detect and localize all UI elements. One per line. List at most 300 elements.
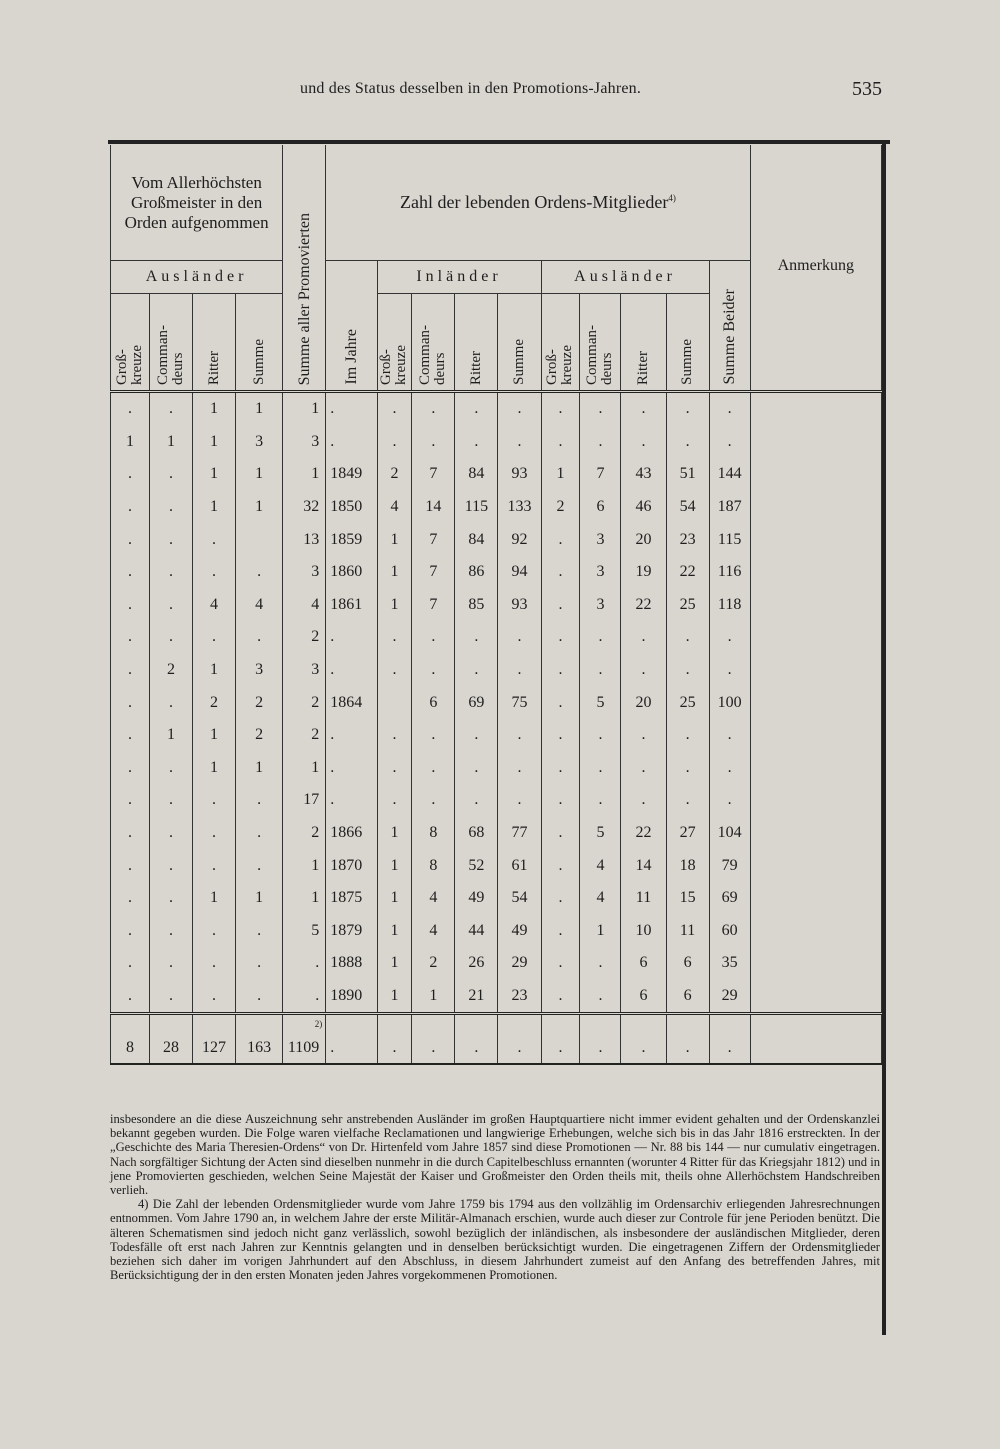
table-cell: 77 bbox=[498, 817, 541, 850]
table-cell: . bbox=[149, 947, 192, 980]
table-cell: . bbox=[283, 947, 326, 980]
table-cell: . bbox=[377, 1033, 412, 1064]
table-row bbox=[111, 719, 882, 752]
table-cell: 2 bbox=[283, 719, 326, 752]
table-cell: 14 bbox=[621, 849, 666, 882]
table-cell: 2 bbox=[377, 458, 412, 491]
separator-cell bbox=[236, 1014, 283, 1034]
sub-ausl-summe: Summe bbox=[666, 294, 709, 392]
table-row bbox=[111, 426, 882, 459]
table-cell: . bbox=[111, 458, 150, 491]
table-cell: . bbox=[326, 784, 377, 817]
anmerkung-cell bbox=[750, 882, 881, 915]
separator-cell bbox=[750, 1014, 881, 1034]
table-cell: 54 bbox=[498, 882, 541, 915]
table-cell: 1 bbox=[236, 458, 283, 491]
table-cell: . bbox=[149, 849, 192, 882]
table-cell: . bbox=[666, 1033, 709, 1064]
table-cell: 44 bbox=[455, 915, 498, 948]
table-cell: . bbox=[709, 784, 750, 817]
sub-commandeurs: Comman- deurs bbox=[149, 294, 192, 392]
table-cell: . bbox=[149, 752, 192, 785]
table-cell: 6 bbox=[666, 947, 709, 980]
table-cell: . bbox=[541, 719, 580, 752]
table-cell: 3 bbox=[236, 426, 283, 459]
table-cell: . bbox=[709, 719, 750, 752]
table-cell: . bbox=[621, 392, 666, 426]
table-cell: 11 bbox=[621, 882, 666, 915]
table-cell: . bbox=[580, 621, 621, 654]
table-cell: . bbox=[111, 392, 150, 426]
table-cell: 1866 bbox=[326, 817, 377, 850]
table-cell: 4 bbox=[193, 589, 236, 622]
table-cell: . bbox=[541, 589, 580, 622]
table-cell: 21 bbox=[455, 980, 498, 1014]
table-cell: . bbox=[541, 947, 580, 980]
table-row bbox=[111, 523, 882, 556]
header-im-jahre: Im Jahre bbox=[326, 261, 377, 392]
separator-cell bbox=[326, 1014, 377, 1034]
table-cell: 1 bbox=[377, 523, 412, 556]
table-cell: 6 bbox=[621, 947, 666, 980]
table-cell: 1 bbox=[193, 392, 236, 426]
table-cell: 7 bbox=[412, 556, 455, 589]
table-cell: 1 bbox=[236, 392, 283, 426]
table-cell: . bbox=[541, 1033, 580, 1064]
table-cell: . bbox=[498, 784, 541, 817]
sub-inl-ritter: Ritter bbox=[455, 294, 498, 392]
table-cell: 92 bbox=[498, 523, 541, 556]
table-cell: 1890 bbox=[326, 980, 377, 1014]
table-cell: 1 bbox=[193, 719, 236, 752]
table-cell: . bbox=[498, 654, 541, 687]
table-cell: . bbox=[193, 947, 236, 980]
table-cell: 100 bbox=[709, 686, 750, 719]
table-cell: . bbox=[149, 523, 192, 556]
table-cell: . bbox=[326, 392, 377, 426]
table-cell: . bbox=[193, 980, 236, 1014]
table-cell: 85 bbox=[455, 589, 498, 622]
header-left-title: Vom Allerhöchsten Großmeister in den Orden aufgenommen bbox=[111, 145, 283, 261]
table-cell: 1 bbox=[377, 947, 412, 980]
table-cell: 1 bbox=[236, 882, 283, 915]
table-cell: 46 bbox=[621, 491, 666, 524]
table-cell: . bbox=[498, 752, 541, 785]
separator-cell bbox=[541, 1014, 580, 1034]
table-cell: 61 bbox=[498, 849, 541, 882]
footnote-4: 4) Die Zahl der lebenden Ordensmitglieder wurde vom Jahre 1759 bis 1794 aus den vollzählig im Ordensarchiv erliegenden Jahresrechnungen entnommen. Vom Jahre 1790 an, in welchem Jahre der erste Militär-Almanach erschien, wurde auch dieser zur Controle für jene Perioden benützt. Die älteren Schematismen sind jedoch nicht ganz verlässlich, sowohl bezüglich der inländischen, als insbesondere der ausländischen Mitglieder, deren Todesfälle oft erst nach Jahren zur Kenntnis gelangten und in denselben berücksichtigt wurden. Die eingetragenen Ziffern der Ordensmitglieder beziehen sich daher im vorigen Jahrhundert auf den Abschluss, in diesem Jahrhundert zumeist auf den Anfang des betreffenden Jahres, mit Berücksichtigung der in den ersten Monaten jeden Jahres vorgekommenen Promotionen. bbox=[110, 1197, 880, 1283]
table-cell: . bbox=[149, 621, 192, 654]
table-row bbox=[111, 686, 882, 719]
separator-cell bbox=[580, 1014, 621, 1034]
table-cell: . bbox=[541, 426, 580, 459]
table-cell: . bbox=[149, 817, 192, 850]
table-row bbox=[111, 817, 882, 850]
table-row bbox=[111, 654, 882, 687]
table-cell: . bbox=[377, 426, 412, 459]
separator-cell bbox=[498, 1014, 541, 1034]
table-cell: 93 bbox=[498, 589, 541, 622]
table-cell: 144 bbox=[709, 458, 750, 491]
table-cell: . bbox=[326, 1033, 377, 1064]
table-cell: 1870 bbox=[326, 849, 377, 882]
table-cell: 6 bbox=[412, 686, 455, 719]
table-cell: . bbox=[580, 947, 621, 980]
table-cell: . bbox=[541, 621, 580, 654]
table-cell: 20 bbox=[621, 686, 666, 719]
anmerkung-cell bbox=[750, 817, 881, 850]
table-cell: . bbox=[111, 621, 150, 654]
table-cell: 25 bbox=[666, 686, 709, 719]
table-cell: . bbox=[193, 915, 236, 948]
totals-footnote-mark: 2) bbox=[314, 1019, 323, 1030]
table-cell: . bbox=[621, 752, 666, 785]
table-cell: . bbox=[666, 752, 709, 785]
table-cell: 75 bbox=[498, 686, 541, 719]
table-cell: 27 bbox=[666, 817, 709, 850]
table-cell: 1850 bbox=[326, 491, 377, 524]
table-cell: 116 bbox=[709, 556, 750, 589]
table-row bbox=[111, 849, 882, 882]
table-cell: 1875 bbox=[326, 882, 377, 915]
table-cell: 104 bbox=[709, 817, 750, 850]
table-cell: 1 bbox=[149, 426, 192, 459]
anmerkung-cell bbox=[750, 523, 881, 556]
table-cell: 4 bbox=[580, 849, 621, 882]
table-cell: . bbox=[149, 392, 192, 426]
anmerkung-cell bbox=[750, 719, 881, 752]
table-cell: . bbox=[111, 752, 150, 785]
table-cell: 23 bbox=[498, 980, 541, 1014]
table-cell: 115 bbox=[455, 491, 498, 524]
table-cell: . bbox=[455, 654, 498, 687]
table-cell: . bbox=[455, 719, 498, 752]
table-cell: . bbox=[455, 752, 498, 785]
table-cell: 1 bbox=[193, 882, 236, 915]
table-cell: 8 bbox=[412, 817, 455, 850]
header-inlaender: Inländer bbox=[377, 261, 541, 294]
header-summe-beider: Summe Beider bbox=[709, 261, 750, 392]
anmerkung-cell bbox=[750, 686, 881, 719]
table-cell: 1 bbox=[149, 719, 192, 752]
table-cell: . bbox=[149, 915, 192, 948]
anmerkung-cell bbox=[750, 784, 881, 817]
table-cell: . bbox=[111, 523, 150, 556]
table-cell: 49 bbox=[498, 915, 541, 948]
table-cell: . bbox=[193, 621, 236, 654]
table-cell: 54 bbox=[666, 491, 709, 524]
table-cell: 29 bbox=[709, 980, 750, 1014]
table-cell: . bbox=[580, 719, 621, 752]
table-cell: . bbox=[666, 719, 709, 752]
table-cell: 35 bbox=[709, 947, 750, 980]
table-cell: . bbox=[149, 980, 192, 1014]
table-cell: . bbox=[149, 784, 192, 817]
table-body bbox=[111, 392, 882, 1065]
table-cell: 43 bbox=[621, 458, 666, 491]
table-cell: . bbox=[149, 556, 192, 589]
table-cell: 1 bbox=[377, 817, 412, 850]
table-cell: . bbox=[541, 686, 580, 719]
table-cell: . bbox=[111, 882, 150, 915]
table-cell: . bbox=[236, 947, 283, 980]
table-cell: 18 bbox=[666, 849, 709, 882]
table-row bbox=[111, 784, 882, 817]
table-cell: . bbox=[666, 654, 709, 687]
table-cell: . bbox=[193, 523, 236, 556]
separator-cell bbox=[377, 1014, 412, 1034]
table-cell: 118 bbox=[709, 589, 750, 622]
table-cell: 1 bbox=[377, 882, 412, 915]
table-cell: . bbox=[111, 589, 150, 622]
table-cell: . bbox=[412, 1033, 455, 1064]
table-cell: . bbox=[621, 426, 666, 459]
table-cell: 3 bbox=[580, 523, 621, 556]
table-cell: 2 bbox=[412, 947, 455, 980]
table-cell: . bbox=[283, 980, 326, 1014]
table-cell: 52 bbox=[455, 849, 498, 882]
table-cell: 94 bbox=[498, 556, 541, 589]
table-cell: 8 bbox=[111, 1033, 150, 1064]
table-cell: 2 bbox=[283, 817, 326, 850]
table-cell: 2 bbox=[236, 719, 283, 752]
table-cell: 49 bbox=[455, 882, 498, 915]
table-cell: . bbox=[111, 491, 150, 524]
table-cell: . bbox=[709, 654, 750, 687]
anmerkung-cell bbox=[750, 589, 881, 622]
anmerkung-cell bbox=[750, 556, 881, 589]
table-cell: 1859 bbox=[326, 523, 377, 556]
table-cell: 163 bbox=[236, 1033, 283, 1064]
table-cell: 1 bbox=[283, 752, 326, 785]
table-cell: 1 bbox=[283, 458, 326, 491]
table-cell: . bbox=[709, 752, 750, 785]
anmerkung-cell bbox=[750, 654, 881, 687]
table-cell: 79 bbox=[709, 849, 750, 882]
table-cell: 22 bbox=[621, 589, 666, 622]
anmerkung-cell bbox=[750, 849, 881, 882]
table-cell: 22 bbox=[666, 556, 709, 589]
anmerkung-cell bbox=[750, 426, 881, 459]
table-cell: 86 bbox=[455, 556, 498, 589]
table-cell bbox=[236, 523, 283, 556]
table-cell: . bbox=[149, 686, 192, 719]
table-cell: 6 bbox=[580, 491, 621, 524]
table-cell: . bbox=[412, 719, 455, 752]
separator-cell bbox=[283, 1014, 326, 1034]
header-summe-aller: Summe aller Promovierten bbox=[283, 145, 326, 392]
table-cell: . bbox=[377, 654, 412, 687]
table-cell: 115 bbox=[709, 523, 750, 556]
separator-cell bbox=[621, 1014, 666, 1034]
anmerkung-cell bbox=[750, 915, 881, 948]
table-cell: 3 bbox=[283, 654, 326, 687]
table-row bbox=[111, 882, 882, 915]
header-auslaender-left: Ausländer bbox=[111, 261, 283, 294]
table-cell: 1 bbox=[193, 654, 236, 687]
table-cell: . bbox=[455, 784, 498, 817]
table-cell: 1 bbox=[377, 556, 412, 589]
table-cell: . bbox=[541, 523, 580, 556]
table-cell: . bbox=[498, 621, 541, 654]
header-auslaender-right: Ausländer bbox=[541, 261, 709, 294]
table-cell: . bbox=[412, 392, 455, 426]
table-cell: 23 bbox=[666, 523, 709, 556]
separator-cell bbox=[455, 1014, 498, 1034]
table-cell: . bbox=[498, 1033, 541, 1064]
table-cell: . bbox=[193, 784, 236, 817]
table-cell: 84 bbox=[455, 523, 498, 556]
separator-cell bbox=[149, 1014, 192, 1034]
table-cell: . bbox=[709, 426, 750, 459]
table-cell: . bbox=[455, 426, 498, 459]
table-cell: 1879 bbox=[326, 915, 377, 948]
anmerkung-cell bbox=[750, 392, 881, 426]
table-cell: . bbox=[236, 621, 283, 654]
sub-grosskreuze: Groß- kreuze bbox=[111, 294, 150, 392]
table-cell: 84 bbox=[455, 458, 498, 491]
footnotes bbox=[110, 1112, 880, 1282]
table-cell: . bbox=[111, 817, 150, 850]
table-cell: . bbox=[236, 980, 283, 1014]
table-cell: . bbox=[326, 654, 377, 687]
table-cell: 51 bbox=[666, 458, 709, 491]
table-cell: 32 bbox=[283, 491, 326, 524]
table-cell: 2 bbox=[283, 621, 326, 654]
table-cell: 4 bbox=[283, 589, 326, 622]
table-cell: . bbox=[412, 621, 455, 654]
table-cell: . bbox=[666, 426, 709, 459]
table-cell: 5 bbox=[283, 915, 326, 948]
running-head: und des Status desselben in den Promotions-Jahren. bbox=[300, 80, 642, 97]
header-anmerkung: Anmerkung bbox=[750, 145, 881, 392]
table-cell: 1 bbox=[377, 915, 412, 948]
table-cell: 7 bbox=[412, 458, 455, 491]
table-cell: 4 bbox=[236, 589, 283, 622]
table-cell: 1 bbox=[283, 849, 326, 882]
table-cell: 6 bbox=[666, 980, 709, 1014]
anmerkung-cell bbox=[750, 752, 881, 785]
table-cell: . bbox=[377, 621, 412, 654]
table-cell: 6 bbox=[621, 980, 666, 1014]
anmerkung-cell bbox=[750, 1033, 881, 1064]
table-cell: 69 bbox=[709, 882, 750, 915]
table-cell: . bbox=[326, 621, 377, 654]
table-cell: 10 bbox=[621, 915, 666, 948]
anmerkung-cell bbox=[750, 458, 881, 491]
table-cell: . bbox=[236, 915, 283, 948]
table-cell: 3 bbox=[283, 426, 326, 459]
table-cell: . bbox=[498, 392, 541, 426]
anmerkung-cell bbox=[750, 947, 881, 980]
table-cell: 2 bbox=[236, 686, 283, 719]
totals-separator bbox=[111, 1014, 882, 1034]
table-cell: 60 bbox=[709, 915, 750, 948]
table-cell: . bbox=[412, 752, 455, 785]
table-cell: . bbox=[236, 849, 283, 882]
table-cell: 3 bbox=[580, 556, 621, 589]
table-cell: . bbox=[326, 719, 377, 752]
table-cell: . bbox=[149, 589, 192, 622]
table-cell: 15 bbox=[666, 882, 709, 915]
anmerkung-cell bbox=[750, 621, 881, 654]
table-cell: . bbox=[236, 784, 283, 817]
table-cell: . bbox=[236, 556, 283, 589]
table-cell: . bbox=[111, 849, 150, 882]
table-cell: . bbox=[498, 426, 541, 459]
table-row bbox=[111, 752, 882, 785]
footnote-continuation: insbesondere an die diese Auszeichnung sehr anstrebenden Ausländer im großen Hauptquartiere nicht immer evident gehalten und der Ordenskanzlei bekannt gegeben wurden. Die Folge waren vielfache Reclamationen und langwierige Erhebungen, welche sich bis in das Jahr 1816 erstreckten. In der „Geschichte des Maria Theresien-Ordens“ von Dr. Hirtenfeld vom Jahre 1857 sind diese Promotionen — Nr. 88 bis 144 — nur cumulativ eingetragen. Nach sorgfältiger Sichtung der Acten sind dieselben nunmehr in die durch Capitelbeschluss ernannten (worunter 4 Ritter für das Kriegsjahr 1812) und in jene Promovierten geschieden, welchen Seine Majestät der Kaiser und Großmeister den Orden theils mit, theils ohne Allerhöchstem Handschreiben verlieh. bbox=[110, 1112, 880, 1198]
sub-inl-summe: Summe bbox=[498, 294, 541, 392]
table-cell: 2 bbox=[193, 686, 236, 719]
table-cell: . bbox=[455, 392, 498, 426]
sub-ritter: Ritter bbox=[193, 294, 236, 392]
table-right-rule bbox=[882, 140, 886, 1335]
table-cell: 5 bbox=[580, 686, 621, 719]
table-row bbox=[111, 458, 882, 491]
table-cell: . bbox=[709, 1033, 750, 1064]
table-cell: . bbox=[498, 719, 541, 752]
table-cell: . bbox=[193, 849, 236, 882]
table-cell: 2 bbox=[541, 491, 580, 524]
table-cell: 4 bbox=[580, 882, 621, 915]
table-cell: 93 bbox=[498, 458, 541, 491]
table-cell: 1 bbox=[193, 491, 236, 524]
table-cell: . bbox=[580, 426, 621, 459]
table-cell: . bbox=[412, 784, 455, 817]
table-cell: 2 bbox=[149, 654, 192, 687]
table-cell: 13 bbox=[283, 523, 326, 556]
table-cell: 4 bbox=[377, 491, 412, 524]
table-cell: . bbox=[709, 621, 750, 654]
table-cell: 2 bbox=[283, 686, 326, 719]
table-cell: 11 bbox=[666, 915, 709, 948]
table-row bbox=[111, 392, 882, 426]
table-row bbox=[111, 589, 882, 622]
page-number: 535 bbox=[852, 78, 882, 100]
table-cell: 3 bbox=[236, 654, 283, 687]
table-cell: . bbox=[541, 882, 580, 915]
table-cell: . bbox=[326, 426, 377, 459]
table-cell: . bbox=[580, 1033, 621, 1064]
sub-ausl-commandeurs: Comman- deurs bbox=[580, 294, 621, 392]
table-cell: . bbox=[377, 752, 412, 785]
table-cell: 1 bbox=[111, 426, 150, 459]
table-cell: . bbox=[580, 392, 621, 426]
table-cell: . bbox=[621, 784, 666, 817]
table-row bbox=[111, 915, 882, 948]
separator-cell bbox=[111, 1014, 150, 1034]
table-cell: 28 bbox=[149, 1033, 192, 1064]
table-cell: 7 bbox=[412, 589, 455, 622]
table-cell: . bbox=[621, 719, 666, 752]
table-cell: 22 bbox=[621, 817, 666, 850]
table-cell: . bbox=[377, 784, 412, 817]
table-cell: 1 bbox=[283, 392, 326, 426]
separator-cell bbox=[709, 1014, 750, 1034]
table-cell: 1 bbox=[580, 915, 621, 948]
table-cell: 29 bbox=[498, 947, 541, 980]
table-row bbox=[111, 556, 882, 589]
header-zahl-lebenden: Zahl der lebenden Ordens-Mitglieder$^{4)}$ bbox=[326, 145, 750, 261]
table-cell: . bbox=[111, 654, 150, 687]
table-cell: . bbox=[377, 392, 412, 426]
table-row bbox=[111, 621, 882, 654]
table-cell: . bbox=[111, 719, 150, 752]
table-cell: 1888 bbox=[326, 947, 377, 980]
table-cell: . bbox=[541, 556, 580, 589]
separator-cell bbox=[193, 1014, 236, 1034]
